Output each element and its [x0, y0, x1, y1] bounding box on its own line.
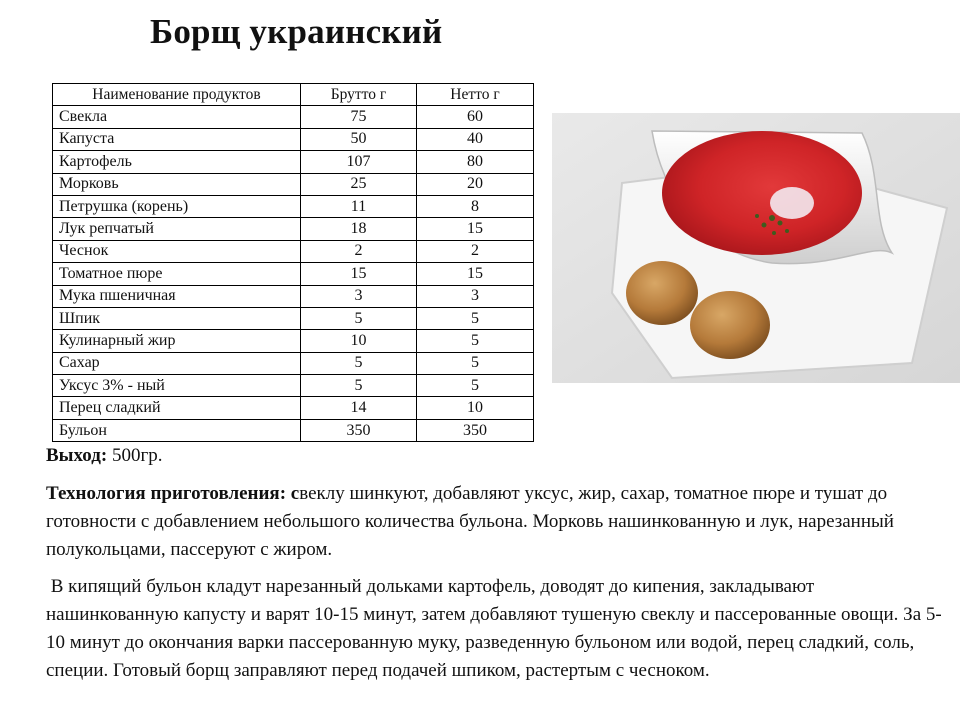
cell-gross: 5	[301, 375, 417, 397]
cell-net: 15	[417, 218, 534, 240]
table-row	[53, 151, 534, 173]
cell-net: 2	[417, 240, 534, 262]
technology-text-2: В кипящий бульон кладут нарезанный дольками картофель, доводят до кипения, закладывают нашинкованную капусту и варят 10-15 минут, затем добавляют тушеную свеклу и пассерованные овощи. За 5-10 минут до окончания варки пассерованную муку, разведенную бульоном или водой, перец сладкий, соль, специи. Готовый борщ заправляют перед подачей шпиком, растертым с чесноком.	[46, 576, 942, 681]
cell-net: 80	[417, 151, 534, 173]
sour-cream	[770, 187, 814, 219]
table-row	[53, 106, 534, 128]
yield-line	[46, 445, 162, 467]
cell-product: Сахар	[53, 352, 301, 374]
technology-paragraph-2	[46, 573, 946, 685]
technology-paragraph-1	[46, 480, 946, 564]
header-net: Нетто г	[417, 84, 534, 106]
cell-product: Лук репчатый	[53, 218, 301, 240]
borscht-photo	[552, 113, 960, 383]
cell-gross: 11	[301, 195, 417, 217]
soup	[662, 131, 862, 255]
cell-net: 5	[417, 375, 534, 397]
bun-left	[626, 261, 698, 325]
table-row	[53, 419, 534, 441]
table-header-row	[53, 84, 534, 106]
table-row	[53, 263, 534, 285]
cell-product: Кулинарный жир	[53, 330, 301, 352]
cell-net: 5	[417, 307, 534, 329]
cell-gross: 5	[301, 307, 417, 329]
yield-value: 500гр.	[107, 445, 163, 466]
table-row	[53, 240, 534, 262]
cell-net: 40	[417, 128, 534, 150]
cell-gross: 3	[301, 285, 417, 307]
cell-gross: 14	[301, 397, 417, 419]
header-product: Наименование продуктов	[53, 84, 301, 106]
cell-net: 8	[417, 195, 534, 217]
table-row	[53, 128, 534, 150]
cell-net: 3	[417, 285, 534, 307]
table-row	[53, 330, 534, 352]
cell-gross: 10	[301, 330, 417, 352]
cell-net: 15	[417, 263, 534, 285]
cell-product: Уксус 3% - ный	[53, 375, 301, 397]
cell-net: 20	[417, 173, 534, 195]
table-row	[53, 307, 534, 329]
table-row	[53, 173, 534, 195]
cell-net: 5	[417, 352, 534, 374]
cell-product: Мука пшеничная	[53, 285, 301, 307]
technology-label: Технология приготовления:	[46, 483, 291, 504]
cell-product: Картофель	[53, 151, 301, 173]
technology-first-letter: с	[290, 483, 300, 504]
cell-gross: 350	[301, 419, 417, 441]
cell-gross: 5	[301, 352, 417, 374]
cell-product: Шпик	[53, 307, 301, 329]
table-row	[53, 195, 534, 217]
cell-product: Чеснок	[53, 240, 301, 262]
cell-gross: 25	[301, 173, 417, 195]
cell-product: Петрушка (корень)	[53, 195, 301, 217]
ingredients-table	[52, 83, 534, 442]
cell-gross: 18	[301, 218, 417, 240]
cell-product: Перец сладкий	[53, 397, 301, 419]
table-body	[53, 106, 534, 442]
cell-net: 10	[417, 397, 534, 419]
cell-net: 350	[417, 419, 534, 441]
bun-right	[690, 291, 770, 359]
page-title: Борщ украинский	[150, 12, 443, 51]
table-row	[53, 352, 534, 374]
cell-product: Бульон	[53, 419, 301, 441]
cell-net: 60	[417, 106, 534, 128]
table-row	[53, 397, 534, 419]
cell-product: Капуста	[53, 128, 301, 150]
table-row	[53, 285, 534, 307]
cell-gross: 15	[301, 263, 417, 285]
table-row	[53, 218, 534, 240]
cell-product: Морковь	[53, 173, 301, 195]
table-row	[53, 375, 534, 397]
cell-product: Томатное пюре	[53, 263, 301, 285]
cell-gross: 75	[301, 106, 417, 128]
cell-gross: 107	[301, 151, 417, 173]
header-gross: Брутто г	[301, 84, 417, 106]
cell-product: Свекла	[53, 106, 301, 128]
technology-text-1: веклу шинкуют, добавляют уксус, жир, сахар, томатное пюре и тушат до готовности с добавлением небольшого количества бульона. Морковь нашинкованную и лук, нарезанный полукольцами, пассеруют с жиром.	[46, 483, 894, 560]
cell-gross: 2	[301, 240, 417, 262]
cell-net: 5	[417, 330, 534, 352]
cell-gross: 50	[301, 128, 417, 150]
yield-label: Выход:	[46, 445, 108, 466]
